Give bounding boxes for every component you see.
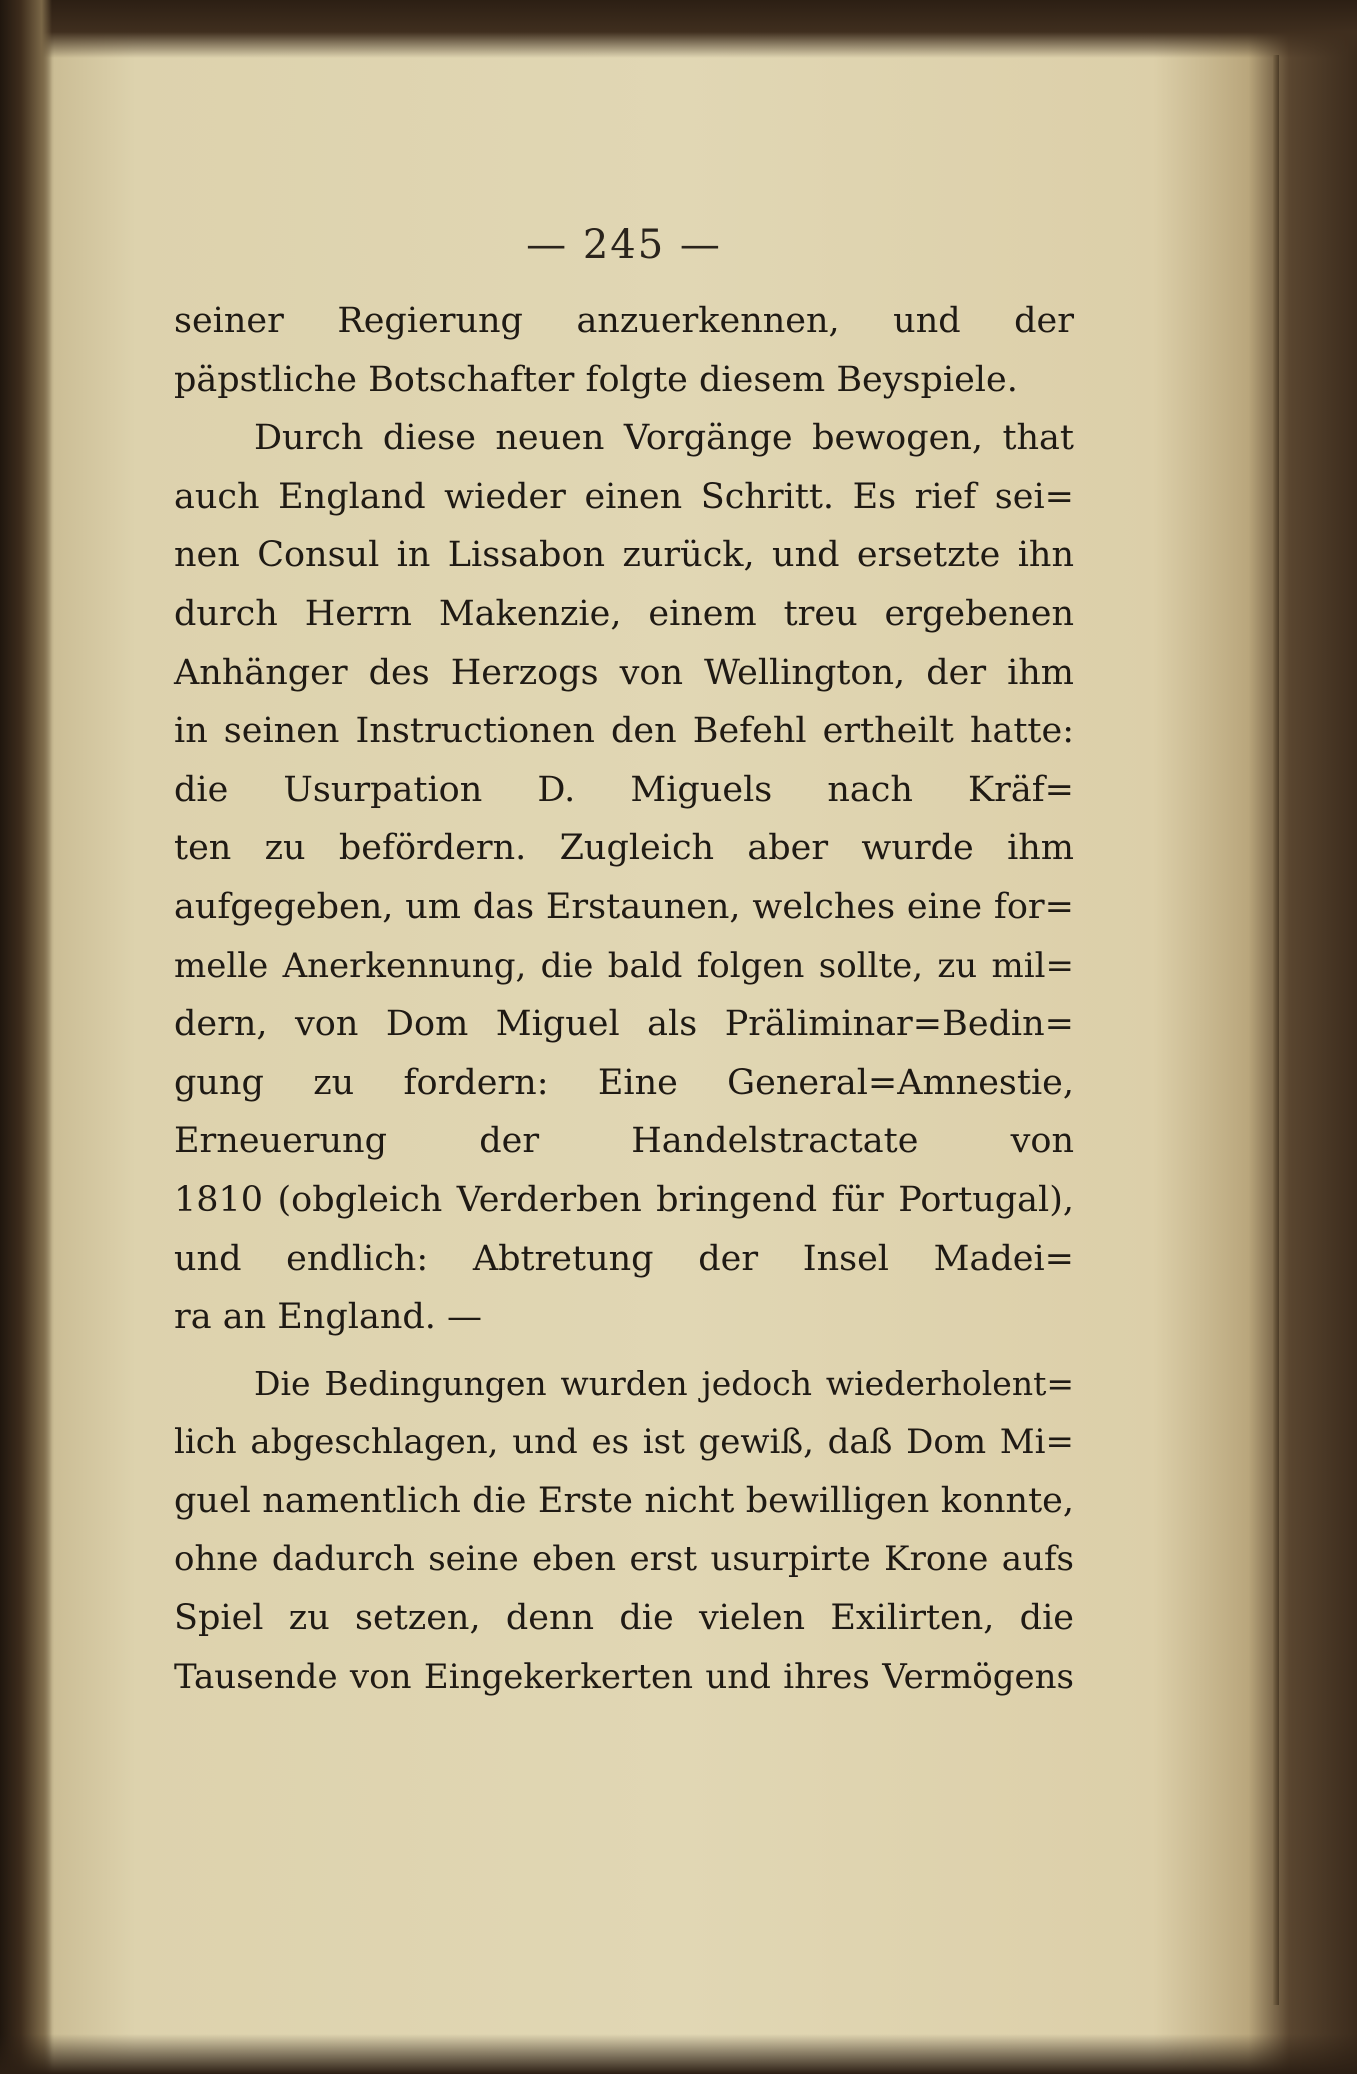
text-line: nen Consul in Lissabon zurück, und ersetzte ihn <box>174 535 1074 576</box>
text-line: durch Herrn Makenzie, einem treu ergebenen <box>174 593 1074 634</box>
text-line: die Usurpation D. Miguels nach Kräf= <box>174 769 1074 810</box>
text-line: Die Bedingungen wurden jedoch wiederholent= <box>254 1363 1074 1403</box>
text-line: guel namentlich die Erste nicht bewilligen konnte, <box>174 1480 1074 1521</box>
text-line: in seinen Instructionen den Befehl ertheilt hatte: <box>174 711 1074 752</box>
page-number: — 245 — <box>526 222 722 268</box>
book-bottom-edge <box>0 2034 1357 2074</box>
text-line: aufgegeben, um das Erstaunen, welches eine for= <box>174 886 1074 927</box>
text-line: seiner Regierung anzuerkennen, und der <box>174 301 1074 341</box>
body-text <box>174 292 1074 1706</box>
text-line: auch England wieder einen Schritt. Es rief sei= <box>174 476 1074 517</box>
text-line: und endlich: Abtretung der Insel Madei= <box>174 1238 1074 1279</box>
text-line: ohne dadurch seine eben erst usurpirte Krone aufs <box>174 1539 1074 1580</box>
text-line: 1810 (obgleich Verderben bringend für Portugal), <box>174 1179 1074 1220</box>
text-line: gung zu fordern: Eine General=Amnestie, <box>174 1062 1074 1103</box>
text-line: melle Anerkennung, die bald folgen sollte, zu mil= <box>174 945 1074 986</box>
text-line: lich abgeschlagen, und es ist gewiß, daß Dom Mi= <box>174 1422 1074 1463</box>
text-line: päpstliche Botschafter folgte diesem Beyspiele. <box>174 359 1018 400</box>
text-line: Erneuerung der Handelstractate von <box>174 1121 1074 1162</box>
text-line: Tausende von Eingekerkerten und ihres Vermögens <box>174 1656 1074 1697</box>
text-line: dern, von Dom Miguel als Präliminar=Bedin= <box>174 1004 1074 1045</box>
page-edge-shadow <box>1273 55 1279 2005</box>
book-top-edge <box>0 0 1357 58</box>
text-line: Anhänger des Herzogs von Wellington, der ihm <box>174 652 1074 693</box>
text-line: Spiel zu setzen, denn die vielen Exilirten, die <box>174 1598 1074 1639</box>
text-line: Durch diese neuen Vorgänge bewogen, that <box>254 418 1074 459</box>
book-gutter <box>0 0 52 2074</box>
text-line: ra an England. — <box>174 1297 483 1338</box>
text-line: ten zu befördern. Zugleich aber wurde ihm <box>174 828 1074 869</box>
